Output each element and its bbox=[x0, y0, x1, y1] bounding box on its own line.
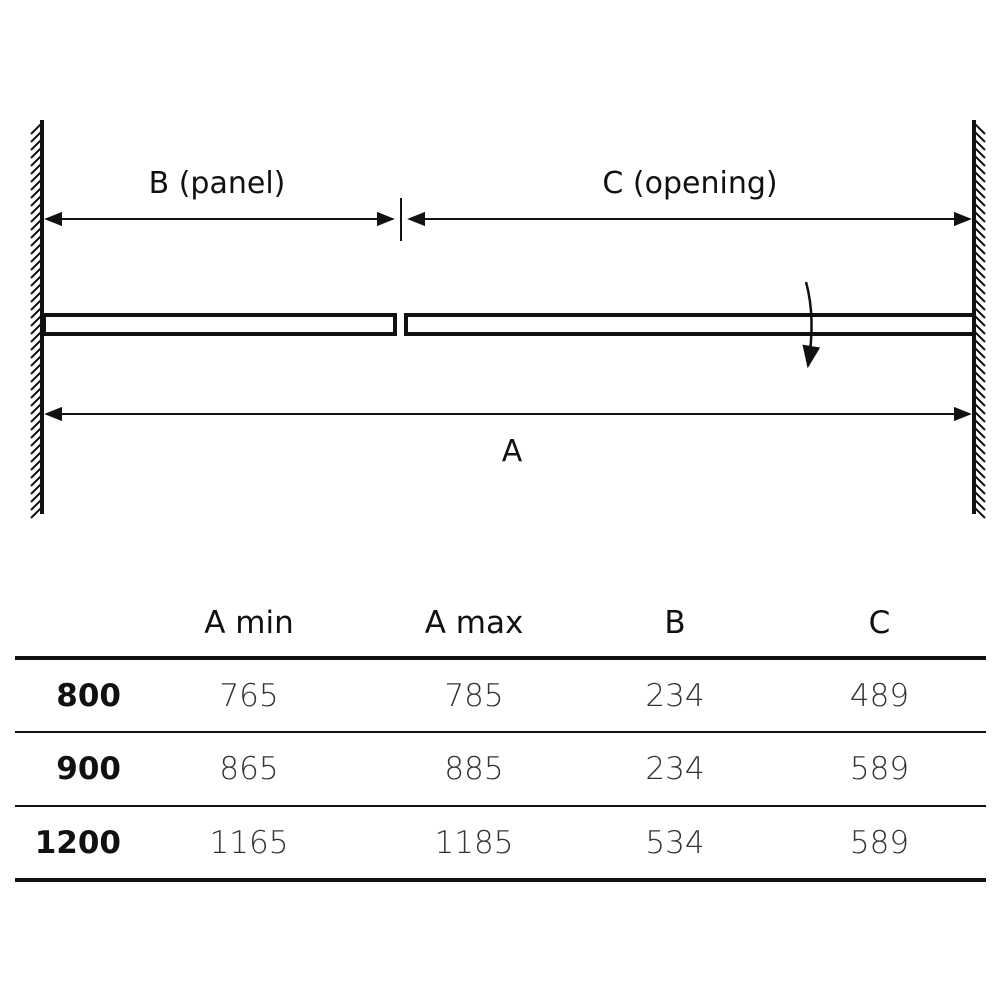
fixed-panel bbox=[44, 315, 395, 334]
table-row bbox=[15, 806, 986, 880]
header-b: B bbox=[664, 605, 686, 641]
header-a-min: A min bbox=[204, 605, 294, 641]
left-wall bbox=[31, 120, 42, 518]
a-min-cell: 765 bbox=[219, 677, 279, 714]
a-max-cell: 1185 bbox=[434, 824, 514, 861]
b-cell: 234 bbox=[645, 751, 705, 787]
header-a-max: A max bbox=[424, 605, 524, 641]
a-max-cell: 885 bbox=[444, 751, 504, 787]
b-cell: 234 bbox=[645, 677, 705, 714]
table-header-row bbox=[15, 590, 986, 658]
c-cell: 589 bbox=[849, 824, 910, 861]
b-cell: 534 bbox=[645, 824, 705, 861]
opening-door bbox=[406, 315, 974, 334]
a-max-cell: 785 bbox=[444, 677, 504, 714]
header-c: C bbox=[868, 605, 891, 641]
label-c-opening: C (opening) bbox=[602, 166, 778, 201]
size-table bbox=[15, 590, 986, 882]
label-a: A bbox=[501, 434, 523, 469]
a-min-cell: 865 bbox=[219, 751, 279, 787]
size-cell: 800 bbox=[56, 677, 121, 714]
size-cell: 900 bbox=[56, 751, 121, 787]
table-row bbox=[15, 732, 986, 806]
label-b-panel: B (panel) bbox=[148, 166, 286, 201]
size-cell: 1200 bbox=[34, 824, 121, 861]
a-min-cell: 1165 bbox=[209, 824, 289, 861]
c-cell: 589 bbox=[849, 751, 910, 787]
header-size bbox=[15, 590, 127, 658]
c-cell: 489 bbox=[849, 677, 910, 714]
table-row bbox=[15, 658, 986, 732]
